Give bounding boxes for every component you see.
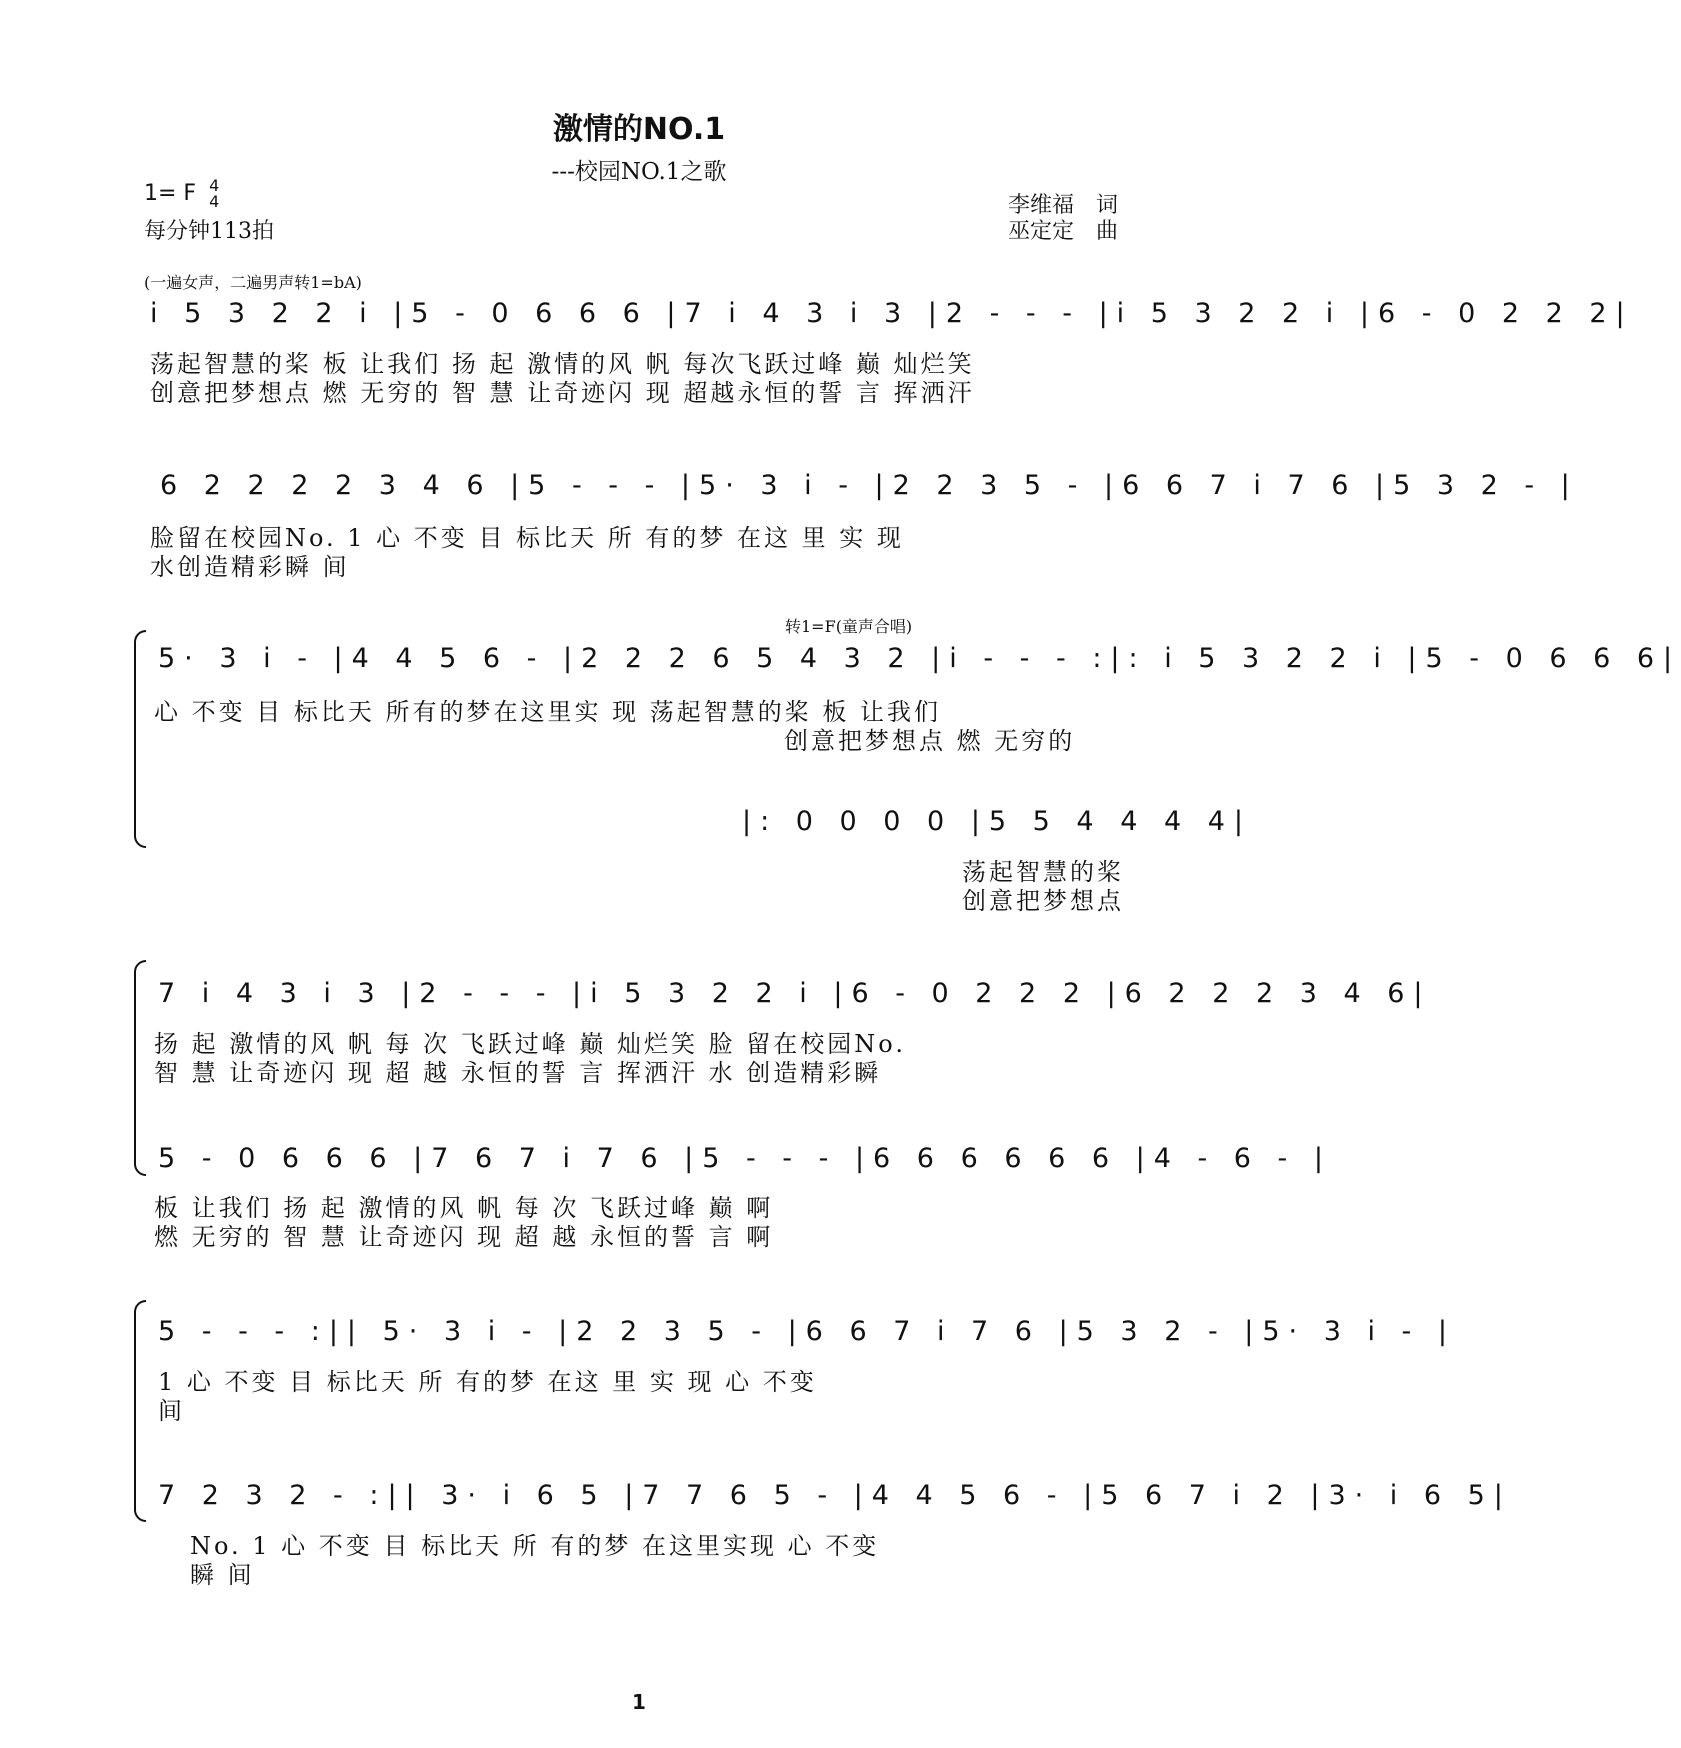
lyrics-line-1a: 荡起智慧的桨 板 让我们 扬 起 激情的风 帆 每次飞跃过峰 巅 灿烂笑 <box>150 350 975 378</box>
notation-line-3: 5· 3 i - |4 4 5 6 - |2 2 2 6 5 4 3 2 |i - - - :|: i 5 3 2 2 i |5 - 0 6 6 6| <box>158 643 1681 674</box>
notation-line-6: 5 - 0 6 6 6 |7 6 7 i 7 6 |5 - - - |6 6 6 6 6 6 |4 - 6 - | <box>158 1143 1332 1174</box>
lyrics-line-5a: 扬 起 激情的风 帆 每 次 飞跃过峰 巅 灿烂笑 脸 留在校园No. <box>154 1030 906 1058</box>
system-brace-3 <box>134 1300 146 1522</box>
notation-line-4: |: 0 0 0 0 |5 5 4 4 4 4| <box>742 806 1252 837</box>
time-signature <box>209 178 219 210</box>
notation-line-1: i 5 3 2 2 i |5 - 0 6 6 6 |7 i 4 3 i 3 |2 - - - |i 5 3 2 2 i |6 - 0 2 2 2| <box>150 298 1634 329</box>
composer-credit: 巫定定 曲 <box>1008 219 1119 244</box>
notation-line-8: 7 2 3 2 - :|| 3· i 6 5 |7 7 6 5 - |4 4 5 6 - |5 6 7 i 2 |3· i 6 5| <box>158 1480 1512 1511</box>
lyrics-line-8a: No. 1 心 不变 目 标比天 所 有的梦 在这里实现 心 不变 <box>190 1532 880 1560</box>
lyrics-line-2a: 脸留在校园No. 1 心 不变 目 标比天 所 有的梦 在这 里 实 现 <box>150 524 904 552</box>
lyricist-credit: 李维福 词 <box>1008 193 1119 218</box>
notation-line-2: 6 2 2 2 2 3 4 6 |5 - - - |5· 3 i - |2 2 3 5 - |6 6 7 i 7 6 |5 3 2 - | <box>160 470 1579 501</box>
key-label: 1= F <box>144 181 197 206</box>
lyrics-line-3b: 创意把梦想点 燃 无穷的 <box>784 727 1076 755</box>
lyrics-line-8b: 瞬 间 <box>190 1561 255 1589</box>
lyrics-line-4a: 荡起智慧的桨 <box>962 858 1124 886</box>
intro-note: (一遍女声，二遍男声转1=bA) <box>144 273 362 292</box>
modulation-note: 转1=F(童声合唱) <box>785 617 913 636</box>
time-bottom: 4 <box>209 192 220 211</box>
lyrics-line-6b: 燃 无穷的 智 慧 让奇迹闪 现 超 越 永恒的誓 言 啊 <box>154 1223 774 1251</box>
page-number: 1 <box>632 1690 646 1714</box>
notation-line-7: 5 - - - :|| 5· 3 i - |2 2 3 5 - |6 6 7 i 7 6 |5 3 2 - |5· 3 i - | <box>158 1316 1456 1347</box>
lyrics-line-1b: 创意把梦想点 燃 无穷的 智 慧 让奇迹闪 现 超越永恒的誓 言 挥洒汗 <box>150 379 975 407</box>
song-title: 激情的NO.1 <box>552 112 726 147</box>
time-top: 4 <box>209 176 220 195</box>
lyrics-line-6a: 板 让我们 扬 起 激情的风 帆 每 次 飞跃过峰 巅 啊 <box>154 1194 774 1222</box>
lyrics-line-7a: 1 心 不变 目 标比天 所 有的梦 在这 里 实 现 心 不变 <box>158 1368 817 1396</box>
lyrics-line-4b: 创意把梦想点 <box>962 887 1124 915</box>
notation-line-5: 7 i 4 3 i 3 |2 - - - |i 5 3 2 2 i |6 - 0 2 2 2 |6 2 2 2 3 4 6| <box>158 978 1432 1009</box>
lyrics-line-2b: 水创造精彩瞬 间 <box>150 553 350 581</box>
system-brace-2 <box>134 960 146 1176</box>
system-brace-1 <box>134 630 146 848</box>
lyrics-line-5b: 智 慧 让奇迹闪 现 超 越 永恒的誓 言 挥洒汗 水 创造精彩瞬 <box>154 1059 882 1087</box>
song-subtitle: ---校园NO.1之歌 <box>551 159 727 185</box>
lyrics-line-3a: 心 不变 目 标比天 所有的梦在这里实 现 荡起智慧的桨 板 让我们 <box>154 698 942 726</box>
lyrics-line-7b: 间 <box>158 1397 185 1425</box>
key-signature <box>144 178 219 210</box>
tempo-marking: 每分钟113拍 <box>144 219 274 244</box>
